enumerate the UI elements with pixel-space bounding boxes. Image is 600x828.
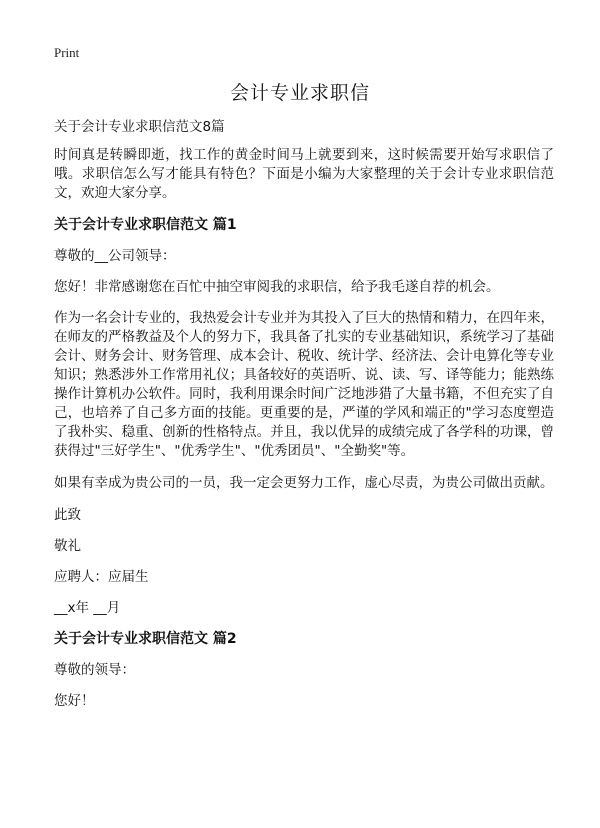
section-1-greeting: 您好！非常感谢您在百忙中抽空审阅我的求职信，给予我毛遂自荐的机会。 [54,279,500,295]
section-1-applicant: 应聘人：应届生 [54,569,149,585]
document-body [54,118,554,723]
document-subtitle: 关于会计专业求职信范文8篇 [54,119,225,135]
section-1-sign-off-1: 此致 [54,507,81,523]
section-1-heading: 关于会计专业求职信范文 篇1 [54,217,237,233]
section-2-greeting: 您好！ [54,693,95,709]
section-2-salutation: 尊敬的领导： [54,662,135,678]
section-1-body: 作为一名会计专业的，我热爱会计专业并为其投入了巨大的热情和精力，在四年来，在师友的严格教益及个人的努力下，我具备了扎实的专业基础知识，系统学习了基础会计、财务会计、财务管理、成本会计、税收、统计学、经济法、会计电算化等专业知识；熟悉涉外工作常用礼仪；具备较好的英语听、说、读、写、译等能力；能熟练操作计算机办公软件。同时，我利用课余时间广泛地涉猎了大量书籍，不但充实了自己，也培养了自己多方面的技能。更重要的是，严谨的学风和端正的"学习态度塑造了我朴实、稳重、创新的性格特点。并且，我以优异的成绩完成了各学科的功课，曾获得过"三好学生"、"优秀学生"、"优秀团员"、"全勤奖"等。 [54,310,554,459]
print-link[interactable]: Print [54,45,80,60]
intro-paragraph: 时间真是转瞬即逝，找工作的黄金时间马上就要到来，这时候需要开始写求职信了哦。求职信怎么写才能具有特色？下面是小编为大家整理的关于会计专业求职信范文，欢迎大家分享。 [54,147,554,201]
section-1-sign-off-2: 敬礼 [54,538,81,554]
section-1-closing-paragraph: 如果有幸成为贵公司的一员，我一定会更努力工作，虚心尽责，为贵公司做出贡献。 [54,475,554,491]
page-title: 会计专业求职信 [229,82,370,104]
section-2-heading: 关于会计专业求职信范文 篇2 [54,631,237,647]
section-1-salutation: 尊敬的__公司领导： [54,248,176,264]
section-1-date: __x年 __月 [54,600,121,616]
